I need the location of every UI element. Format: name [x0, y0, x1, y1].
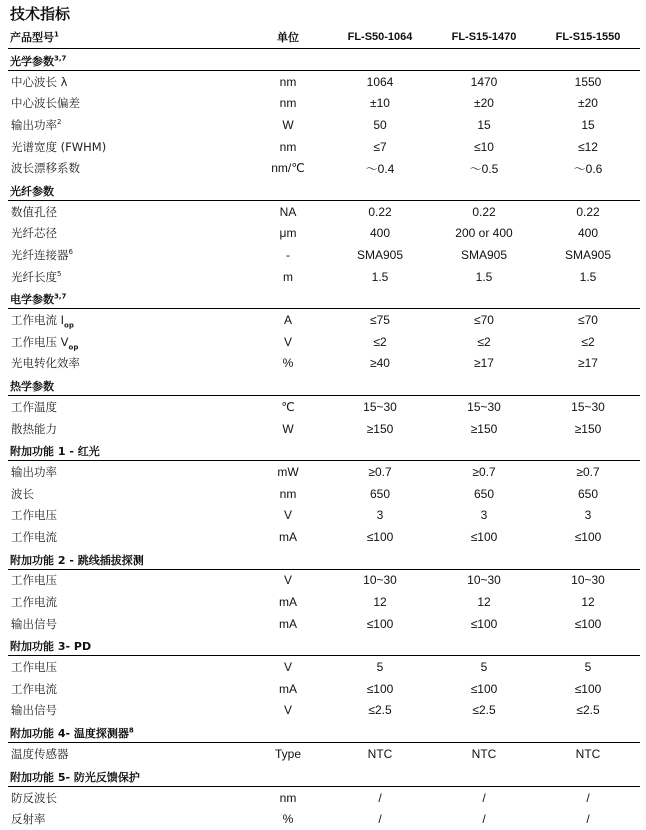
spec-value-model-1: ≥40: [328, 353, 432, 375]
spec-value-model-1: 400: [328, 223, 432, 245]
spec-row: [8, 71, 640, 93]
spec-label: 防反波长: [8, 786, 248, 808]
spec-row: [8, 418, 640, 440]
spec-table: [8, 26, 640, 830]
spec-value-model-3: ≥150: [536, 418, 640, 440]
spec-value-model-3: 1.5: [536, 266, 640, 288]
spec-value-model-3: ≤2.5: [536, 700, 640, 722]
spec-row: [8, 93, 640, 115]
spec-row: [8, 700, 640, 722]
spec-value-model-3: 1550: [536, 71, 640, 93]
header-product-model: 产品型号$^1$: [8, 26, 248, 49]
spec-row: [8, 266, 640, 288]
spec-row: [8, 353, 640, 375]
spec-unit: μm: [248, 223, 328, 245]
spec-row: [8, 136, 640, 158]
spec-unit: nm: [248, 93, 328, 115]
spec-row: [8, 808, 640, 830]
spec-label: 温度传感器: [8, 743, 248, 765]
spec-value-model-1: 12: [328, 591, 432, 613]
spec-value-model-2: ≤2.5: [432, 700, 536, 722]
spec-label: 工作电流: [8, 526, 248, 548]
spec-label: 工作电流: [8, 591, 248, 613]
section-title: 附加功能 1 - 红光: [8, 439, 640, 461]
spec-row: [8, 244, 640, 266]
spec-row: [8, 114, 640, 136]
spec-value-model-2: ≥150: [432, 418, 536, 440]
spec-unit: V: [248, 505, 328, 527]
header-unit: 单位: [248, 26, 328, 49]
spec-label: 波长: [8, 483, 248, 505]
spec-row: [8, 461, 640, 483]
spec-value-model-2: 3: [432, 505, 536, 527]
spec-unit: A: [248, 309, 328, 331]
spec-label: 中心波长偏差: [8, 93, 248, 115]
spec-value-model-1: 10~30: [328, 569, 432, 591]
spec-row: [8, 569, 640, 591]
page-title: 技术指标: [8, 0, 640, 26]
spec-row: [8, 223, 640, 245]
spec-unit: V: [248, 700, 328, 722]
spec-label: 光谱宽度 (FWHM): [8, 136, 248, 158]
spec-row: [8, 331, 640, 353]
section-title: 电学参数$^{3,7}$: [8, 287, 640, 309]
spec-value-model-3: ～0.6: [536, 157, 640, 179]
spec-value-model-3: ≤2: [536, 331, 640, 353]
spec-unit: nm: [248, 786, 328, 808]
spec-value-model-3: ≥0.7: [536, 461, 640, 483]
section-title: 热学参数: [8, 374, 640, 396]
header-model-3: FL-S15-1550: [536, 26, 640, 49]
spec-value-model-2: ≤100: [432, 678, 536, 700]
spec-unit: W: [248, 114, 328, 136]
spec-label: 波长漂移系数: [8, 157, 248, 179]
spec-unit: nm/℃: [248, 157, 328, 179]
spec-value-model-3: ≥17: [536, 353, 640, 375]
spec-value-model-2: ±20: [432, 93, 536, 115]
spec-row: [8, 613, 640, 635]
spec-value-model-3: ≤70: [536, 309, 640, 331]
spec-unit: V: [248, 569, 328, 591]
spec-row: [8, 309, 640, 331]
spec-value-model-2: ≤2: [432, 331, 536, 353]
spec-label: 工作电压: [8, 656, 248, 678]
section-header-row: [8, 439, 640, 461]
spec-label: 反射率: [8, 808, 248, 830]
spec-unit: nm: [248, 483, 328, 505]
spec-value-model-2: 12: [432, 591, 536, 613]
spec-value-model-1: SMA905: [328, 244, 432, 266]
spec-value-model-2: 15~30: [432, 396, 536, 418]
spec-value-model-1: ≤2.5: [328, 700, 432, 722]
spec-value-model-3: /: [536, 786, 640, 808]
spec-row: [8, 678, 640, 700]
spec-table-body: [8, 49, 640, 830]
spec-value-model-2: 1.5: [432, 266, 536, 288]
spec-value-model-3: 10~30: [536, 569, 640, 591]
spec-row: [8, 483, 640, 505]
header-model-2: FL-S15-1470: [432, 26, 536, 49]
spec-label: 工作电流 $I_{op}$: [8, 309, 248, 331]
section-title: 附加功能 2 - 跳线插拔探测: [8, 548, 640, 570]
spec-value-model-3: 5: [536, 656, 640, 678]
spec-unit: %: [248, 353, 328, 375]
spec-row: [8, 396, 640, 418]
spec-value-model-1: ～0.4: [328, 157, 432, 179]
spec-value-model-1: ≤100: [328, 613, 432, 635]
spec-label: 光纤芯径: [8, 223, 248, 245]
spec-value-model-3: /: [536, 808, 640, 830]
spec-value-model-1: 0.22: [328, 200, 432, 222]
spec-label: 工作电压: [8, 569, 248, 591]
spec-value-model-2: 200 or 400: [432, 223, 536, 245]
spec-value-model-2: SMA905: [432, 244, 536, 266]
spec-row: [8, 656, 640, 678]
spec-label: 光电转化效率: [8, 353, 248, 375]
spec-value-model-2: ≤70: [432, 309, 536, 331]
spec-value-model-1: /: [328, 786, 432, 808]
spec-unit: -: [248, 244, 328, 266]
spec-value-model-2: NTC: [432, 743, 536, 765]
spec-label: 输出功率: [8, 461, 248, 483]
spec-unit: mA: [248, 613, 328, 635]
spec-value-model-3: SMA905: [536, 244, 640, 266]
spec-label: 光纤长度$^5$: [8, 266, 248, 288]
spec-label: 工作电流: [8, 678, 248, 700]
spec-value-model-3: 0.22: [536, 200, 640, 222]
spec-value-model-3: 15~30: [536, 396, 640, 418]
spec-value-model-2: /: [432, 786, 536, 808]
spec-label: 数值孔径: [8, 200, 248, 222]
spec-value-model-1: ≤100: [328, 526, 432, 548]
spec-unit: V: [248, 331, 328, 353]
spec-value-model-3: NTC: [536, 743, 640, 765]
section-header-row: [8, 765, 640, 787]
spec-value-model-2: 15: [432, 114, 536, 136]
spec-row: [8, 157, 640, 179]
section-header-row: [8, 634, 640, 656]
spec-value-model-2: /: [432, 808, 536, 830]
section-header-row: [8, 49, 640, 71]
spec-value-model-3: 400: [536, 223, 640, 245]
spec-value-model-1: 3: [328, 505, 432, 527]
section-header-row: [8, 721, 640, 743]
spec-label: 工作电压 $V_{op}$: [8, 331, 248, 353]
spec-value-model-1: 650: [328, 483, 432, 505]
spec-value-model-1: ≤75: [328, 309, 432, 331]
spec-value-model-2: ≤100: [432, 613, 536, 635]
section-title: 附加功能 5- 防光反馈保护: [8, 765, 640, 787]
spec-label: 散热能力: [8, 418, 248, 440]
spec-unit: mA: [248, 678, 328, 700]
spec-unit: NA: [248, 200, 328, 222]
table-header-row: [8, 26, 640, 49]
spec-label: 光纤连接器$^6$: [8, 244, 248, 266]
spec-value-model-3: ±20: [536, 93, 640, 115]
spec-value-model-1: ±10: [328, 93, 432, 115]
section-header-row: [8, 287, 640, 309]
spec-value-model-3: ≤100: [536, 678, 640, 700]
spec-value-model-2: 0.22: [432, 200, 536, 222]
spec-value-model-3: 12: [536, 591, 640, 613]
spec-value-model-2: 1470: [432, 71, 536, 93]
spec-row: [8, 526, 640, 548]
spec-label: 工作温度: [8, 396, 248, 418]
spec-value-model-3: 15: [536, 114, 640, 136]
spec-row: [8, 591, 640, 613]
spec-value-model-2: 650: [432, 483, 536, 505]
spec-unit: V: [248, 656, 328, 678]
spec-row: [8, 743, 640, 765]
spec-value-model-3: 3: [536, 505, 640, 527]
spec-label: 中心波长 λ: [8, 71, 248, 93]
section-title: 附加功能 4- 温度探测器$^8$: [8, 721, 640, 743]
section-header-row: [8, 374, 640, 396]
spec-value-model-2: ≤100: [432, 526, 536, 548]
spec-value-model-2: ≤10: [432, 136, 536, 158]
spec-value-model-3: ≤100: [536, 526, 640, 548]
spec-value-model-1: 1064: [328, 71, 432, 93]
header-model-1: FL-S50-1064: [328, 26, 432, 49]
spec-label: 输出信号: [8, 700, 248, 722]
section-title: 光学参数$^{3,7}$: [8, 49, 640, 71]
spec-value-model-1: ≤100: [328, 678, 432, 700]
section-title: 光纤参数: [8, 179, 640, 201]
spec-value-model-1: 1.5: [328, 266, 432, 288]
spec-unit: ℃: [248, 396, 328, 418]
spec-value-model-2: 10~30: [432, 569, 536, 591]
spec-unit: Type: [248, 743, 328, 765]
spec-value-model-1: 15~30: [328, 396, 432, 418]
spec-label: 输出功率$^2$: [8, 114, 248, 136]
spec-value-model-3: ≤12: [536, 136, 640, 158]
spec-value-model-2: ≥0.7: [432, 461, 536, 483]
spec-unit: %: [248, 808, 328, 830]
section-header-row: [8, 179, 640, 201]
spec-value-model-1: ≤7: [328, 136, 432, 158]
spec-unit: mW: [248, 461, 328, 483]
spec-value-model-1: NTC: [328, 743, 432, 765]
spec-unit: m: [248, 266, 328, 288]
spec-value-model-1: /: [328, 808, 432, 830]
spec-value-model-2: 5: [432, 656, 536, 678]
section-header-row: [8, 548, 640, 570]
spec-value-model-3: 650: [536, 483, 640, 505]
spec-unit: W: [248, 418, 328, 440]
spec-label: 输出信号: [8, 613, 248, 635]
spec-row: [8, 786, 640, 808]
spec-value-model-1: 5: [328, 656, 432, 678]
spec-row: [8, 200, 640, 222]
spec-unit: mA: [248, 591, 328, 613]
spec-row: [8, 505, 640, 527]
spec-unit: nm: [248, 71, 328, 93]
spec-value-model-1: ≤2: [328, 331, 432, 353]
spec-value-model-1: 50: [328, 114, 432, 136]
spec-value-model-1: ≥150: [328, 418, 432, 440]
spec-unit: nm: [248, 136, 328, 158]
spec-value-model-2: ≥17: [432, 353, 536, 375]
spec-value-model-3: ≤100: [536, 613, 640, 635]
spec-label: 工作电压: [8, 505, 248, 527]
spec-value-model-2: ～0.5: [432, 157, 536, 179]
spec-document: [8, 0, 640, 830]
section-title: 附加功能 3- PD: [8, 634, 640, 656]
spec-value-model-1: ≥0.7: [328, 461, 432, 483]
spec-unit: mA: [248, 526, 328, 548]
